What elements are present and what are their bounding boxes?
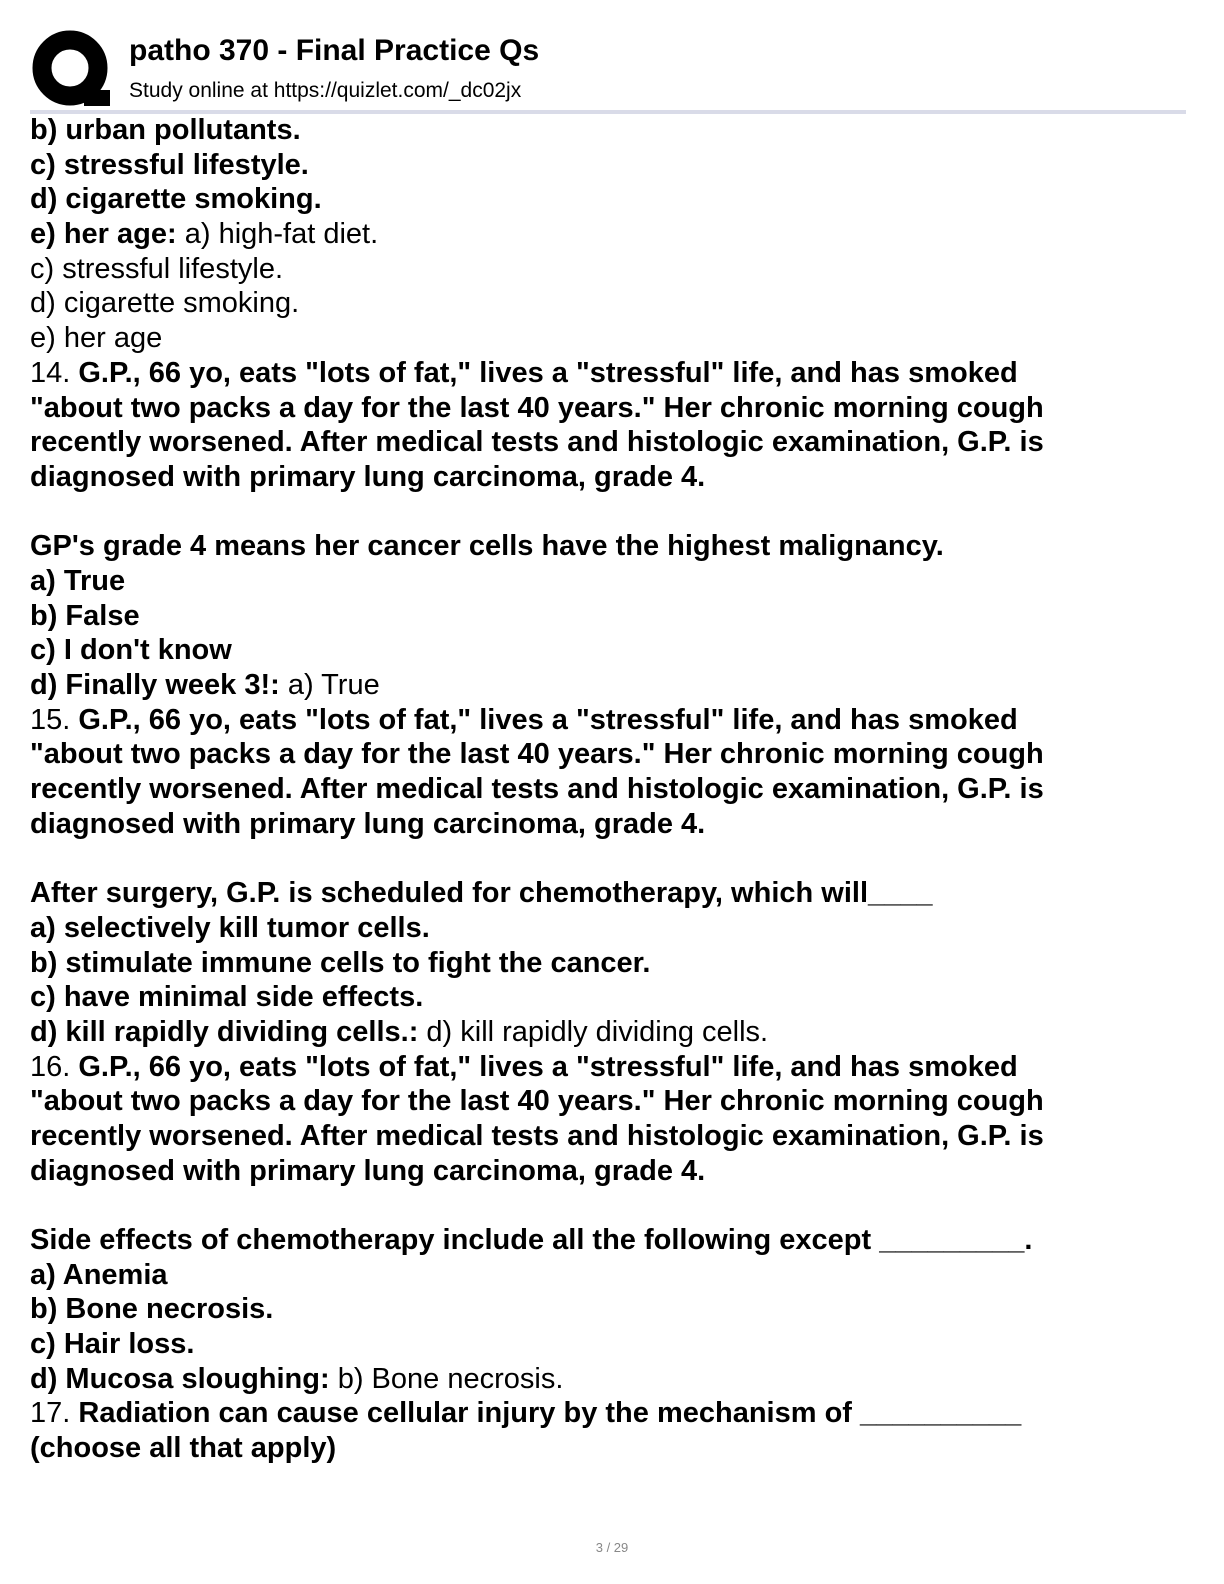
page-number: 3 / 29 [595, 1540, 629, 1555]
question-text: "about two packs a day for the last 40 years." Her chronic morning cough [30, 391, 1044, 424]
question-text: diagnosed with primary lung carcinoma, grade 4. [30, 460, 706, 493]
text-line [30, 1431, 1190, 1466]
text-line [30, 1396, 1190, 1431]
question-text: c) Hair loss. [30, 1328, 195, 1361]
text-line [30, 217, 1190, 252]
text-line [30, 252, 1190, 287]
text-line [30, 1050, 1190, 1085]
question-number: 14. [30, 356, 79, 389]
text-line [30, 113, 1190, 148]
document-title: patho 370 - Final Practice Qs [129, 34, 540, 67]
blank-line [30, 841, 1190, 876]
question-number: 15. [30, 703, 79, 736]
question-text: a) True [30, 564, 126, 597]
question-text: recently worsened. After medical tests and histologic examination, G.P. is [30, 1119, 1044, 1152]
study-online-link[interactable]: Study online at https://quizlet.com/_dc02jx [129, 79, 522, 102]
text-line [30, 1362, 1190, 1397]
text-line [30, 529, 1190, 564]
text-line [30, 182, 1190, 217]
text-line [30, 772, 1190, 807]
question-text: c) I don't know [30, 634, 232, 667]
text-line [30, 425, 1190, 460]
question-text: a) Anemia [30, 1258, 168, 1291]
question-text: diagnosed with primary lung carcinoma, grade 4. [30, 807, 706, 840]
question-text: c) have minimal side effects. [30, 981, 424, 1014]
text-line [30, 911, 1190, 946]
question-text: recently worsened. After medical tests and histologic examination, G.P. is [30, 426, 1044, 459]
question-text: G.P., 66 yo, eats "lots of fat," lives a "stressful" life, and has smoked [78, 703, 1018, 736]
question-text: b) stimulate immune cells to fight the cancer. [30, 946, 651, 979]
question-text: e) her age: [30, 218, 177, 251]
question-text: recently worsened. After medical tests and histologic examination, G.P. is [30, 773, 1044, 806]
answer-text: d) cigarette smoking. [30, 287, 300, 320]
text-line [30, 1154, 1190, 1189]
flashcard-content [30, 113, 1190, 1466]
quizlet-logo-icon [32, 30, 112, 110]
question-text: G.P., 66 yo, eats "lots of fat," lives a "stressful" life, and has smoked [78, 1050, 1018, 1083]
text-line [30, 460, 1190, 495]
text-line [30, 807, 1190, 842]
question-text: d) Mucosa sloughing: [30, 1362, 330, 1395]
question-text: d) cigarette smoking. [30, 183, 322, 216]
text-line [30, 1084, 1190, 1119]
text-line [30, 1292, 1190, 1327]
answer-text: a) True [279, 669, 380, 701]
answer-text: b) Bone necrosis. [329, 1362, 564, 1395]
question-text: GP's grade 4 means her cancer cells have the highest malignancy. [30, 530, 944, 563]
text-line [30, 391, 1190, 426]
question-text: After surgery, G.P. is scheduled for chemotherapy, which will____ [30, 877, 933, 910]
question-text: a) selectively kill tumor cells. [30, 911, 430, 944]
text-line [30, 1327, 1190, 1362]
text-line [30, 564, 1190, 599]
text-line [30, 1015, 1190, 1050]
text-line [30, 876, 1190, 911]
question-text: (choose all that apply) [30, 1432, 337, 1465]
question-text: "about two packs a day for the last 40 years." Her chronic morning cough [30, 1085, 1044, 1118]
text-line [30, 321, 1190, 356]
question-text: Radiation can cause cellular injury by the mechanism of __________ [78, 1397, 1022, 1430]
question-text: Side effects of chemotherapy include all the following except _________. [30, 1224, 1033, 1256]
text-line [30, 633, 1190, 668]
text-line [30, 1119, 1190, 1154]
question-number: 17. [30, 1397, 79, 1430]
text-line [30, 1223, 1190, 1258]
question-text: b) Bone necrosis. [30, 1293, 274, 1326]
question-text: b) False [30, 599, 140, 632]
question-text: G.P., 66 yo, eats "lots of fat," lives a "stressful" life, and has smoked [78, 356, 1018, 389]
answer-text: a) high-fat diet. [176, 218, 379, 251]
answer-text: d) kill rapidly dividing cells. [418, 1015, 769, 1048]
text-line [30, 668, 1190, 703]
text-line [30, 286, 1190, 321]
blank-line [30, 495, 1190, 530]
blank-line [30, 1188, 1190, 1223]
question-text: diagnosed with primary lung carcinoma, grade 4. [30, 1154, 706, 1187]
answer-text: e) her age [30, 322, 163, 355]
question-text: "about two packs a day for the last 40 years." Her chronic morning cough [30, 738, 1044, 771]
text-line [30, 356, 1190, 391]
text-line [30, 980, 1190, 1015]
text-line [30, 599, 1190, 634]
text-line [30, 148, 1190, 183]
text-line [30, 737, 1190, 772]
question-text: b) urban pollutants. [30, 114, 301, 146]
question-text: c) stressful lifestyle. [30, 148, 309, 181]
question-text: d) Finally week 3!: [30, 669, 280, 701]
question-text: d) kill rapidly dividing cells.: [30, 1015, 419, 1048]
text-line [30, 946, 1190, 981]
text-line [30, 1258, 1190, 1293]
question-number: 16. [30, 1050, 79, 1083]
text-line [30, 703, 1190, 738]
answer-text: c) stressful lifestyle. [30, 252, 283, 285]
